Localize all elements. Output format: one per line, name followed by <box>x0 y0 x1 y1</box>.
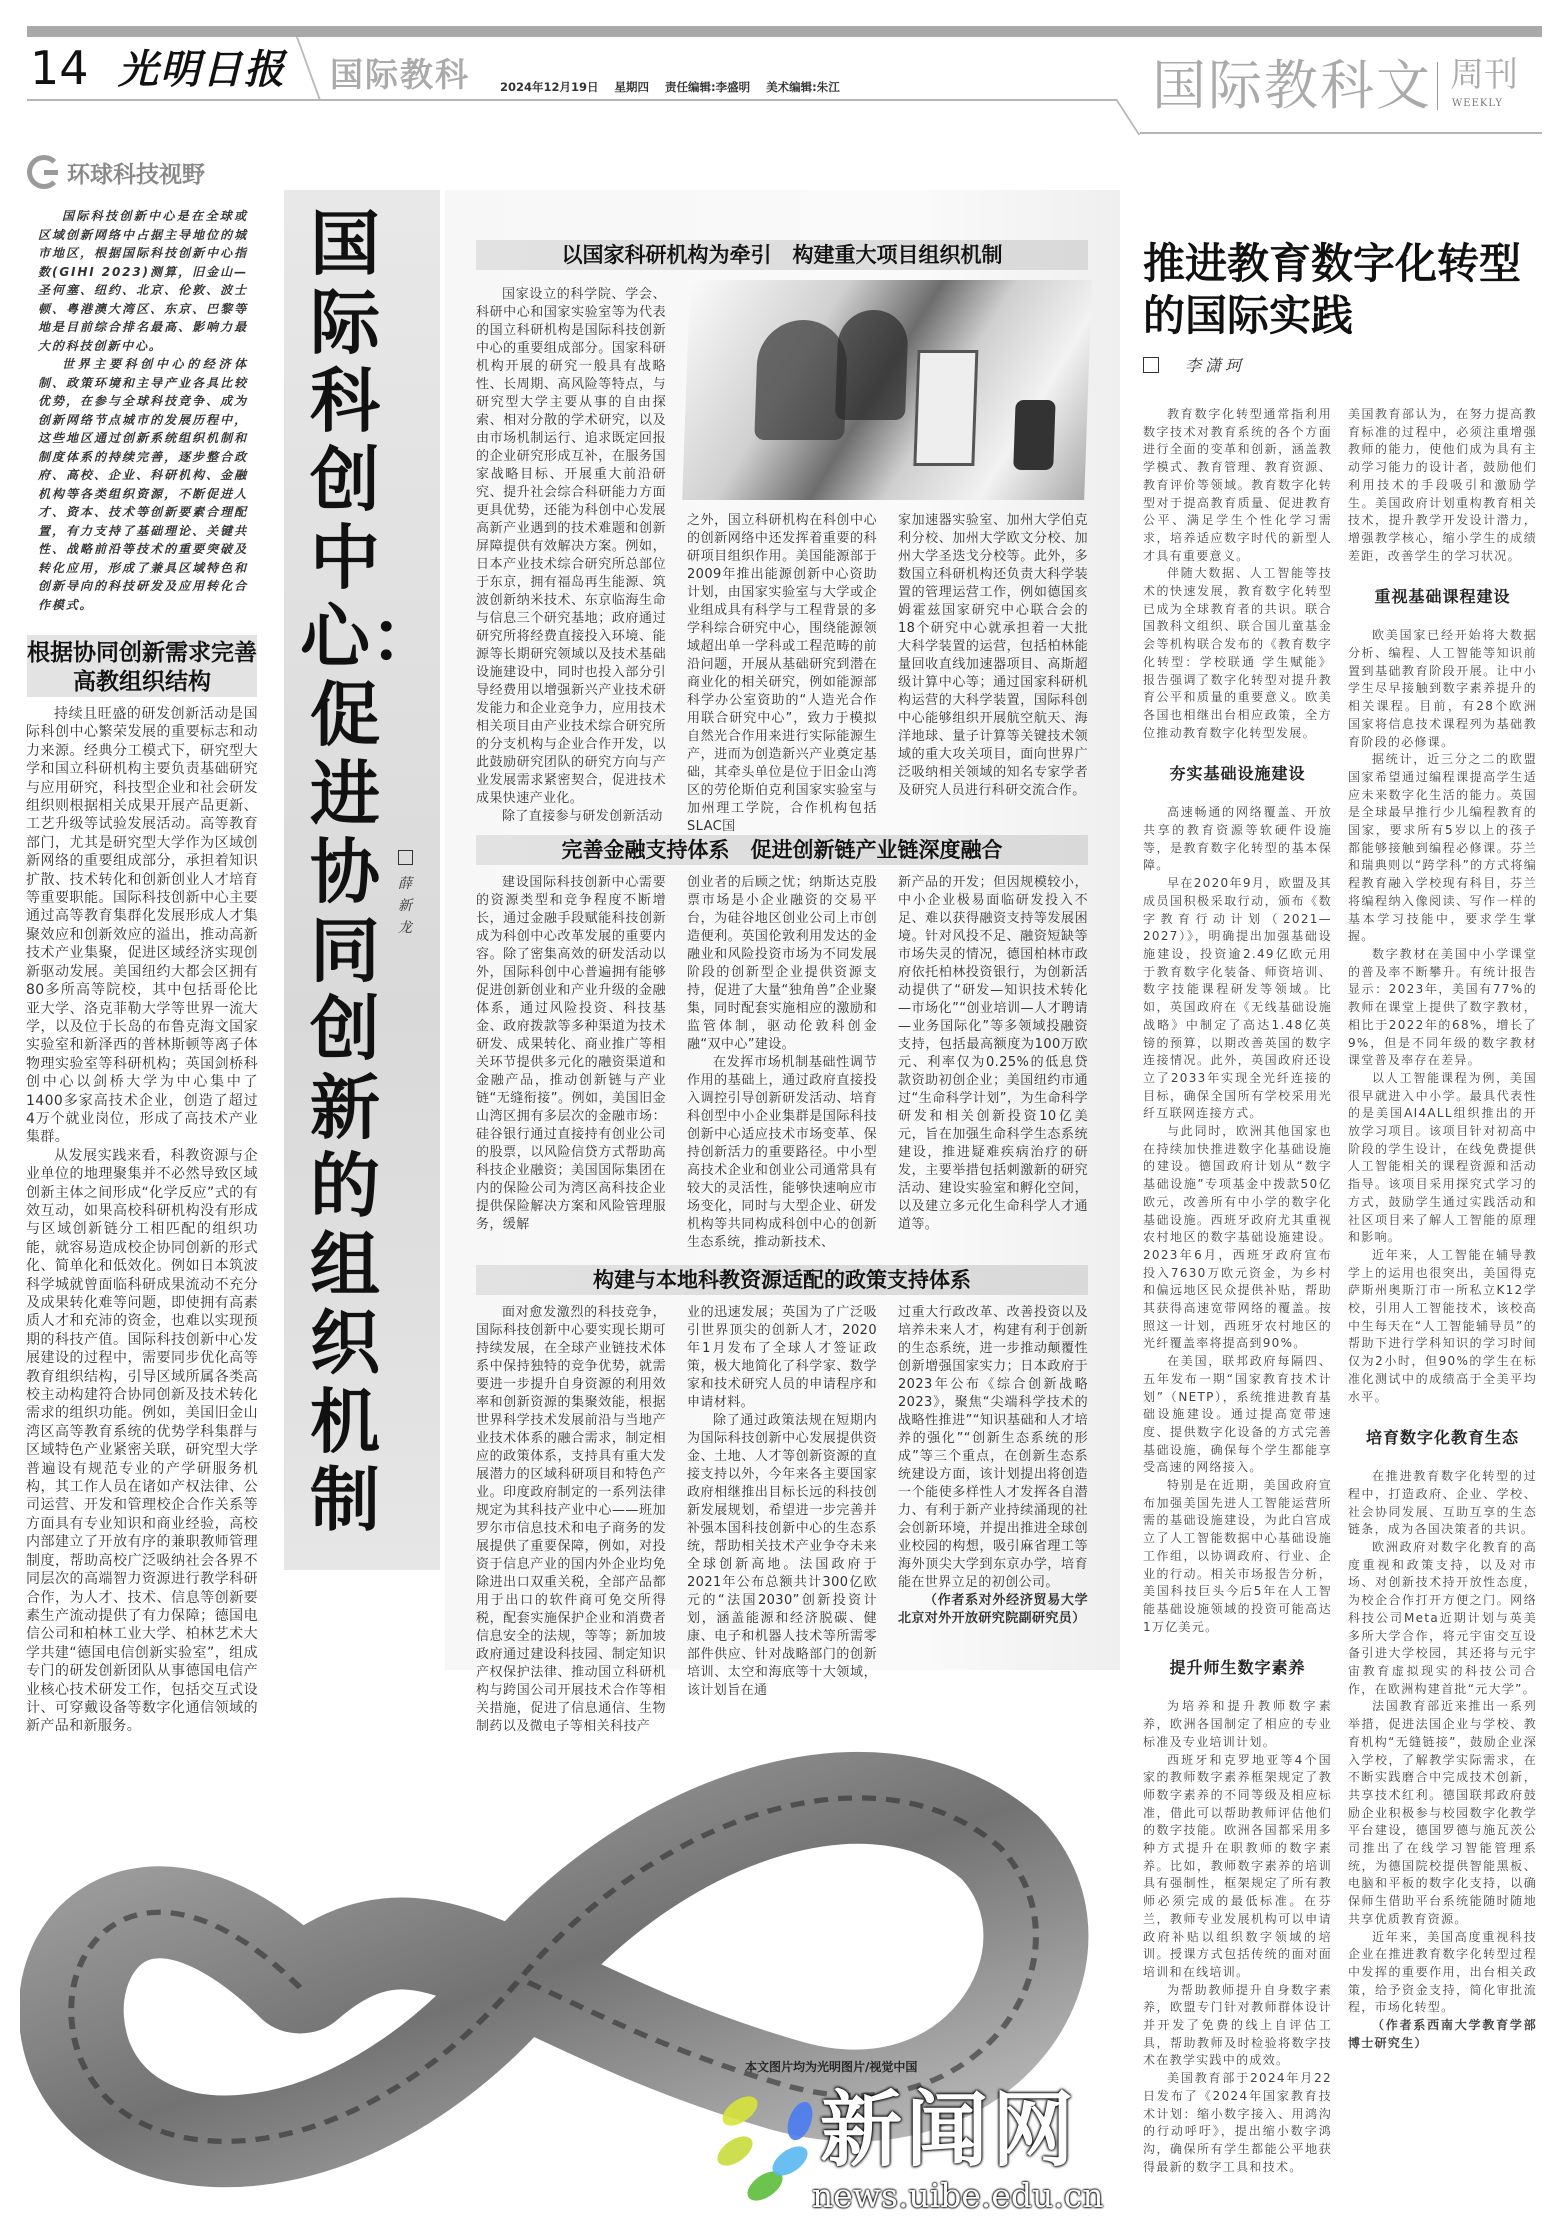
paragraph: 世界主要科创中心的经济体制、政策环境和主导产业各具比较优势，在参与全球科技竞争、成为创新网络节点城市的发展历程中，这些地区通过创新系统组织机制和制度体系的持续完善，逐步整合政府、高校、企业、科研机构、金融机构等各类组织资源，不断促进人才、资本、技术等创新要素合理配置，有力支持了基础理论、关键共性、战略前沿等技术的重要突破及转化应用，形成了兼具区域特色和创新导向的科技研发及应用转化合作模式。 <box>38 357 248 612</box>
author-name: 薛新龙 <box>398 876 412 936</box>
photo-person <box>754 320 848 440</box>
paragraph: 为帮助教师提升自身数字素养，欧盟专门针对教师群体设计并开发了免费的线上自评估工具，帮助教师及时检验将数字技术在教学实践中的成效。 <box>1143 1982 1332 2068</box>
right-title-line2: 的国际实践 <box>1143 291 1354 340</box>
paragraph: 西班牙和克罗地亚等4个国家的教师数字素养框架规定了教师数字素养的不同等级及相应标准，借此可以帮助教师评估他们的数字技能。欧洲各国都采用多种方式提升在职教师的数字素养。比如，教师数字素养的培训具有强制性，框架规定了所有教师必须完成的最低标准。在芬兰，教师专业发展机构可以申请政府补贴以组织数字领域的培训。授课方式包括传统的面对面培训和在线培训。 <box>1143 1752 1332 1979</box>
subheading: 夯实基础设施建设 <box>1169 764 1306 784</box>
paragraph: 之外，国立科研机构在科创中心的创新网络中还发挥着重要的科研项目组织作用。美国能源部于2009年推出能源创新中心资助计划，由国家实验室与大学或企业组成具有科学与工程背景的多学科综合研究中心，围绕能源领域超出单一学科或工程范畴的前沿问题，开展从基础研究到潜在商业化的相关研究，例如能源部科学办公室资助的“人造光合作用联合研究中心”，致力于模拟自然光合作用来进行实际能源生产，进而为创造新兴产业奠定基础，其牵头单位是位于旧金山湾区的劳伦斯伯克利国家实验室与加州理工学院，合作机构包括SLAC国 <box>687 513 877 834</box>
section3-col3 <box>898 874 1088 1234</box>
paragraph: 美国教育部认为，在努力提高教育标准的过程中，必须注重增强教师的能力，使他们成为具有主动学习能力的设计者，鼓励他们利用技术的手段吸引和激励学生。美国政府计划重构教育相关技术，提升教学开发设计潜力，增强教学核心，缩小学生的成绩差距，改善学生的学习状况。 <box>1348 407 1537 563</box>
section4-col3 <box>898 1304 1088 1628</box>
header-rule-right <box>1140 132 1542 134</box>
section2-col3 <box>898 512 1088 800</box>
paragraph: 面对愈发激烈的科技竞争，国际科技创新中心要实现长期可持续发展，在全球产业链技术体系中保持独特的竞争优势，就需要进一步提升自身资源的利用效率和创新资源的集聚效能，根据世界科学技术发展前沿与当地产业技术体系的融合需求，制定相应的政策体系，支持具有重大发展潜力的区域科研项目和特色产业。印度政府制定的一系列法律规定为其科技产业中心——班加罗尔市信息技术和电子商务的发展提供了重要保障，例如，对投资于信息产业的国内外企业均免除进出口双重关税，全部产品都用于出口的软件商可免交所得税，配套实施保护企业和消费者信息安全的法规，等等；新加坡政府通过建设科技园、制定知识产权保护法律、推动国立科研机构与跨国公司开展技术合作等相关措施，促进了信息通信、生物制药以及微电子等相关科技产 <box>476 1305 666 1734</box>
section1-body <box>26 705 258 1736</box>
paragraph: 近年来，人工智能在辅导教学上的运用也很突出，美国得克萨斯州奥斯汀市一所私立K12学校，引用人工智能技术，该校高中生每天在“人工智能辅导员”的帮助下进行学科知识的学习时间仅为2小时，但90%的学生在标准化测试中的成绩高于全美平均水平。 <box>1348 1247 1537 1404</box>
watermark-url: news.uibe.edu.cn <box>812 2176 1104 2215</box>
right-article-title <box>1143 238 1543 342</box>
right-col2 <box>1348 406 1537 2052</box>
weekday: 星期四 <box>614 80 650 94</box>
paragraph: 国家设立的科学院、学会、科研中心和国家实验室等为代表的国立科研机构是国际科技创新中心的重要组成部分。国家科研机构开展的研究一般具有战略性、长周期、高风险等特点，与研究型大学主要从事的自由探索、相对分散的学术研究，以及由市场机制运行、追求既定回报的企业研究形成互补，在服务国家战略目标、开展重大前沿研究、提升社会综合科研能力方面更具优势，还能为科创中心发展高新产业遇到的技术难题和创新屏障提供有效解决方案。例如，日本产业技术综合研究所总部位于东京，拥有福岛再生能源、筑波创新纳米技术、东京临海生命与信息三个研究基地；政府通过研究所将经费直接投入环境、能源等长期研究领域以及技术基础设施建设中，同时也投入部分引导经费用以增强新兴产业技术研发能力和企业竞争力，应用技术相关项目由产业技术综合研究所的分支机构与企业合作开发，以此鼓励研究团队的研究方向与产业发展需求紧密契合，促进技术成果快速产业化。 <box>476 287 666 806</box>
paragraph: 家加速器实验室、加州大学伯克利分校、加州大学欧文分校、加州大学圣迭戈分校等。此外，多数国立科研机构还负责大科学装置的管理运营工作，例如德国亥姆霍兹国家研究中心联合会的18个研究中心就承担着一大批大科学装置的运营，包括柏林能量回收直线加速器项目、高斯超级计算中心等；通过国家科研机构运营的大科学装置，国际科创中心能够组织开展航空航天、海洋地球、量子计算等关键技术领域的重大攻关项目，面向世界广泛吸纳相关领域的知名专家学者及研究人员进行科研交流合作。 <box>898 513 1088 798</box>
section3-col2 <box>687 874 877 1252</box>
subheading: 培育数字化教育生态 <box>1365 1428 1519 1448</box>
paragraph: 欧美国家已经开始将大数据分析、编程、人工智能等知识前置到基础教育阶段开展。让中小学生尽早接触到数字素养提升的相关课程。目前，有28个欧洲国家将信息技术课程列为基础教育阶段的必修课。 <box>1348 628 1537 749</box>
paragraph: 与此同时，欧洲其他国家也在持续加快推进数字化基础设施的建设。德国政府计划从“数字基础设施”专项基金中拨款50亿欧元，改善所有中小学的数字化基础设施。西班牙政府尤其重视农村地区的数字基础设施建设。2023年6月，西班牙政府宣布投入7630万欧元资金，为乡村和偏远地区民众提供补贴，帮助其获得高速宽带网络的覆盖。按照这一计划，西班牙农村地区的光纤覆盖率将提高到90%。 <box>1143 1124 1332 1351</box>
watermark-logo: 新闻网 <box>820 2082 1079 2178</box>
paragraph: 教育数字化转型通常指利用数字技术对教育系统的各个方面进行全面的变革和创新，涵盖教学模式、教育管理、教育资源、教育评价等领域。教育数字化转型对于提高教育质量、促进教育公平、满足学生个性化学习需求，培养适应数字时代的新型人才具有重要意义。 <box>1143 407 1332 563</box>
section4-col1 <box>476 1304 666 1736</box>
paragraph: 以人工智能课程为例，美国很早就进入中小学。最具代表性的是美国AI4ALL组织推出的开放学习项目。该项目针对初高中阶段的学生设计，在线免费提供人工智能相关的课程资源和活动指导。该项目采用探究式学习的方式，鼓励学生通过实践活动和社区项目来了解人工智能的原理和影响。 <box>1348 1070 1537 1245</box>
paragraph: 从发展实践来看，科教资源与企业单位的地理聚集并不必然导致区域创新主体之间形成“化学反应”式的有效互动，如果高校科研机构没有形成与区域创新链分工相匹配的组织功能，就容易造成校企协同创新的形式化、简单化和低效化。例如日本筑波科学城就曾面临科研成果流动不充分及成果转化难等问题，即使拥有高素质人才和充沛的资金，也难以实现预期的科技产值。国际科技创新中心发展建设的过程中，需要同步优化高等教育组织结构，引导区域所属各类高校主动构建符合协同创新及技术转化需求的组织功能。例如，美国旧金山湾区高等教育系统的优势学科集群与区域特色产业紧密关联，研究型大学普遍设有规范专业的产学研服务机构，其工作人员在诸如产权法律、公司运营、开发和管理校企合作关系等方面具有专业知识和商业经验，高校内部建立了开放有序的兼职教师管理制度，帮助高校广泛吸纳社会各界不同层次的高端智力资源进行教学科研合作，为人才、技术、信息等创新要素生产流动提供了有力保障；德国电信公司和柏林工业大学、柏林艺术大学共建“德国电信创新实验室”，组成专门的研发创新团队从事德国电信产业核心技术研发工作，包括交互式设计、可穿戴设备等数字化通信领域的新产品和新服务。 <box>26 1147 258 1735</box>
article-title: 国际科创中心：促进协同创新的组织机制 <box>300 202 440 1541</box>
photo-microscope <box>1013 400 1055 470</box>
right-title-line1: 推进教育数字化转型 <box>1143 239 1522 288</box>
editor: 责任编辑:李盛明 <box>665 80 751 94</box>
paragraph: 除了通过政策法规在短期内为国际科技创新中心发展提供资金、土地、人才等创新资源的直接支持以外，今年来各主要国家政府相继推出目标长远的科技创新发展规划，希望进一步完善并补强本国科技创新中心的生态系统，帮助相关技术产业争夺未来全球创新高地。法国政府于2021年公布总额共计300亿欧元的“法国2030”创新投资计划，涵盖能源和经济脱碳、健康、电子和机器人技术等所需零部件供应、针对战略部门的创新培训、太空和海底等十大领域，该计划旨在通 <box>687 1413 877 1698</box>
section-name: 国际教科 <box>330 55 470 94</box>
paragraph: 欧洲政府对数字化教育的高度重视和政策支持，以及对市场、对创新技术持开放性态度，为校企合作打开方便之门。网络科技公司Meta近期计划与英美多所大学合作，将元宇宙交互设备引进大学校园，其还将与元宇宙教育虚拟现实的科技公司合作，在欧洲构建首批“元大学”。 <box>1348 1540 1537 1696</box>
subheading: 重视基础课程建设 <box>1374 587 1511 607</box>
paragraph: 建设国际科技创新中心需要的资源类型和竞争程度不断增长，通过金融手段赋能科技创新成为科创中心改革发展的重要内容。除了密集高效的研发活动以外，国际科创中心普遍拥有能够促进创新创业和产业升级的金融体系，通过风险投资、科技基金、政府拨款等多种渠道为技术研发、成果转化、商业推广等相关环节提供多元化的融资渠道和金融产品，推动创新链与产业链“无缝衔接”。例如，美国旧金山湾区拥有多层次的金融市场：硅谷银行通过直接持有创业公司的股票，以风险信贷方式帮助高科技企业融资；美国国际集团在内的保险公司为湾区高科技企业提供保险解决方案和风险管理服务，缓解 <box>476 875 666 1232</box>
column-logo <box>27 155 205 189</box>
paragraph: 高速畅通的网络覆盖、开放共享的教育资源等软硬件设施等，是教育数字化转型的基本保障。 <box>1143 805 1332 873</box>
paragraph: 早在2020年9月，欧盟及其成员国积极采取行动，颁布《数字教育行动计划（2021—2027）》，明确提出加强基础设施建设，投资逾2.49亿欧元用于教育数字化装备、师资培训、数字技能课程研发等领域。比如，英国政府在《无线基础设施战略》中制定了高达1.48亿英镑的预算，以期改善英国的数字连接情况。此外，英国政府还设立了2033年实现全光纤连接的目标，确保全国所有学校采用光纤互联网连接方式。 <box>1143 876 1332 1121</box>
author-note: （作者系西南大学教育学部博士研究生） <box>1348 2018 1537 2050</box>
paragraph: 法国教育部近来推出一系列举措，促进法国企业与学校、教育机构“无缝链接”，鼓励企业深入学校，了解教学实际需求，在不断实践磨合中完成技术创新，共享技术红利。德国联邦政府鼓励企业积极参与校园数字化教学平台建设，德国罗德与施瓦茨公司推出了在线学习智能管理系统，为德国院校提供智能黑板、电脑和平板的数字化支持，以确保师生借助平台系统能随时随地共享优质教育资源。 <box>1348 1699 1537 1926</box>
masthead-divider <box>1437 62 1438 110</box>
paragraph: 在发挥市场机制基础性调节作用的基础上，通过政府直接投入调控引导创新研发活动、培育科创型中小企业集群是国际科技创新中心适应技术市场变革、保持创新活力的重要路径。中小型高技术企业和创业公司通常具有较大的灵活性，能够快速响应市场变化，同时与大型企业、研发机构等共同构成科创中心的创新生态系统，推动新技术、 <box>687 1055 877 1250</box>
paragraph: 伴随大数据、人工智能等技术的快速发展，教育数字化转型已成为全球教育者的共识。联合国教科文组织、联合国儿童基金会等机构联合发布的《教育数字化转型：学校联通 学生赋能》报告强调了数字化转型对提升教育公平和质量的重要意义。欧美各国也相继出台相应政策，全方位推动教育数字化转型发展。 <box>1143 566 1332 740</box>
paragraph: 在推进教育数字化转型的过程中，打造政府、企业、学校、社会协同发展、互助互享的生态链条，成为各国决策者的共识。 <box>1348 1469 1537 1537</box>
section3-col1 <box>476 874 666 1234</box>
photo-monitor <box>913 350 978 466</box>
subheading-higher-education: 根据协同创新需求完善高教组织结构 <box>27 635 257 697</box>
art-editor: 美术编辑:朱江 <box>766 80 840 94</box>
paragraph: 数字教材在美国中小学课堂的普及率不断攀升。有统计报告显示：2023年，美国有77%的教师在课堂上提供了数字教材，相比于2022年的68%，增长了9%，但是不同年级的数字教材课堂普及率存在差异。 <box>1348 946 1537 1068</box>
byline <box>395 850 415 939</box>
paragraph: 除了直接参与研发创新活动 <box>502 809 663 824</box>
subheading-policy: 构建与本地科教资源适配的政策支持体系 <box>476 1265 1088 1295</box>
article-intro <box>38 207 248 614</box>
issue-date: 2024年12月19日 <box>500 80 599 94</box>
paragraph: 美国教育部于2024年月22日发布了《2024年国家教育技术计划：缩小数字接入、用鸿沟的行动呼吁》，提出缩小数字鸿沟，确保所有学生都能公平地获得最新的数字工具和技术。 <box>1143 2071 1332 2174</box>
section2-col2 <box>687 512 877 836</box>
header-divider <box>296 37 321 101</box>
paragraph: 创业者的后顾之忧；纳斯达克股票市场是小企业融资的交易平台，为硅谷地区创业公司上市创造便利。英国伦敦利用发达的金融业和风险投资市场为不同发展阶段的创新型企业提供资源支持，促进了大量“独角兽”企业聚集，同时配套实施相应的激励和监管体制，驱动伦敦科创金融“双中心”建设。 <box>687 875 877 1052</box>
section2-col1 <box>476 286 666 826</box>
paragraph: 为培养和提升教师数字素养，欧洲各国制定了相应的专业标准及专业培训计划。 <box>1143 1699 1332 1749</box>
header-top-bar <box>27 26 1542 37</box>
right-byline <box>1143 355 1245 377</box>
weekly-masthead: 国际教科文 <box>1152 54 1432 117</box>
paragraph: 新产品的开发；但因规模较小，中小企业极易面临研发投入不足、难以获得融资支持等发展困境。针对风投不足、融资短缺等市场失灵的情况，德国柏林市政府依托柏林投资银行，为创新活动提供了“研发—知识技术转化—市场化”“创业培训—人才聘请—业务国际化”等多领域投融资支持，包括最高额度为100万欧元、利率仅为0.25%的低息贷款资助初创企业；美国纽约市通过“生命科学计划”，为生命科学研发和相关创新投资10亿美元，旨在加强生命科学生态系统建设，推进疑难疾病治疗的研发，主要举措包括刺激新的研究活动、建设实验室和孵化空间，以及建立多元化生命科学人才通道等。 <box>898 875 1088 1232</box>
paragraph: 据统计，近三分之二的欧盟国家希望通过编程课提高学生适应未来数字化生活的能力。英国是全球最早推行少儿编程教育的国家，要求所有5岁以上的孩子都能够接触到编程必修课。芬兰和瑞典则以“跨学科”的方式将编程教育融入学校现有科目，芬兰将编程纳入像阅读、写作一样的基本学习技能中，要求学生掌握。 <box>1348 752 1537 944</box>
dateline <box>500 80 852 94</box>
photo-caption: 本文图片均为光明图片/视觉中国 <box>745 2060 918 2074</box>
paragraph: 过重大行政改革、改善投资以及培养未来人才，构建有利于创新的生态系统，进一步推动颠覆性创新增强国家实力；日本政府于2023年公布《综合创新战略2023》，聚焦“尖端科学技术的战略性推进”“知识基础和人才培养的强化”“创新生态系统的形成”等三个重点，在创新生态系统建设方面，该计划提出将创造一个能使多样性人才发挥各自潜力、有利于新产业持续涌现的社会创新环境，并提出推进全球创业校园的构想，吸引麻省理工等海外顶尖大学到东京办学，培育能在世界立足的初创公司。 <box>898 1305 1088 1590</box>
page-number: 14 <box>30 41 89 95</box>
newspaper-logo: 光明日报 <box>118 46 286 93</box>
paragraph: 国际科技创新中心是在全球或区域创新网络中占据主导地位的城市地区，根据国际科技创新中心指数(GIHI 2023)测算，旧金山—圣何塞、纽约、北京、伦敦、波士顿、粤港澳大湾区、东京、巴黎等地是目前综合排名最高、影响力最大的科技创新中心。 <box>38 209 248 353</box>
byline-box-icon <box>398 850 413 865</box>
paragraph: 持续且旺盛的研发创新活动是国际科创中心繁荣发展的重要标志和动力来源。经典分工模式下，研究型大学和国立科研机构主要负责基础研究与应用研究，科技型企业和社会研发组织则根据相关成果开展产品更新、工艺升级等试验发展活动。高等教育部门，尤其是研究型大学作为区域创新网络的重要组成部分，承担着知识扩散、技术转化和创新创业人才培育等重要职能。国际科技创新中心主要通过高等教育集群化发展形成人才集聚效应和创新效应的溢出，推动高新技术产业集聚，促进区域经济实现创新驱动发展。美国纽约大都会区拥有80多所高等院校，其中包括哥伦比亚大学、洛克菲勒大学等世界一流大学，以及位于长岛的布鲁克海文国家实验室和新泽西的普林斯顿等离子体物理实验室等科研机构；英国剑桥科创中心以剑桥大学为中心集中了1400多家高技术企业，创造了超过4万个就业岗位，形成了高技术产业集群。 <box>26 706 258 1146</box>
header-rule <box>27 99 1117 101</box>
subheading-research-institutions: 以国家科研机构为牵引 构建重大项目组织机制 <box>476 240 1088 270</box>
section4-col2 <box>687 1304 877 1700</box>
subheading: 提升师生数字素养 <box>1169 1658 1306 1678</box>
g-logo-icon <box>27 155 61 189</box>
researchers-photo <box>682 280 1092 500</box>
paragraph: 业的迅速发展；英国为了广泛吸引世界顶尖的创新人才，2020年1月发布了全球人才签证政策，极大地简化了科学家、数学家和技术研究人员的申请程序和申请材料。 <box>687 1305 877 1410</box>
section4-col3-text <box>898 1304 1088 1592</box>
paragraph: 在美国，联邦政府每隔四、五年发布一期“国家教育技术计划”（NETP），系统推进教育基础设施建设。通过提高宽带速度、提供数字化设备的方式完善基础设施，确保每个学生都能享受高速的网络接入。 <box>1143 1354 1332 1475</box>
header-rule-diagonal <box>1115 99 1140 135</box>
weekly-label-en: WEEKLY <box>1452 98 1503 109</box>
paragraph: 近年来，美国高度重视科技企业在推进教育数字化转型过程中发挥的重要作用，出台相关政策，给予资金支持，简化审批流程，市场化转型。 <box>1348 1929 1537 2015</box>
right-author-name: 李潇珂 <box>1185 356 1246 375</box>
weekly-label: 周刊 <box>1450 55 1518 95</box>
byline-box-icon <box>1143 357 1159 373</box>
author-note: （作者系对外经济贸易大学北京对外开放研究院副研究员） <box>898 1593 1088 1626</box>
subheading-finance: 完善金融支持体系 促进创新链产业链深度融合 <box>476 835 1088 865</box>
column-logo-text: 环球科技视野 <box>67 161 205 188</box>
photo-person <box>835 310 909 420</box>
paragraph: 特别是在近期，美国政府宣布加强美国先进人工智能运营所需的基础设施建设，为此白宫成立了人工智能数据中心基础设施工作组，以协调政府、行业、企业的行动。相关市场报告分析，美国科技巨头今后5年在人工智能基础设施领域的投资可能高达1万亿美元。 <box>1143 1478 1332 1634</box>
right-col1 <box>1143 406 1332 2176</box>
